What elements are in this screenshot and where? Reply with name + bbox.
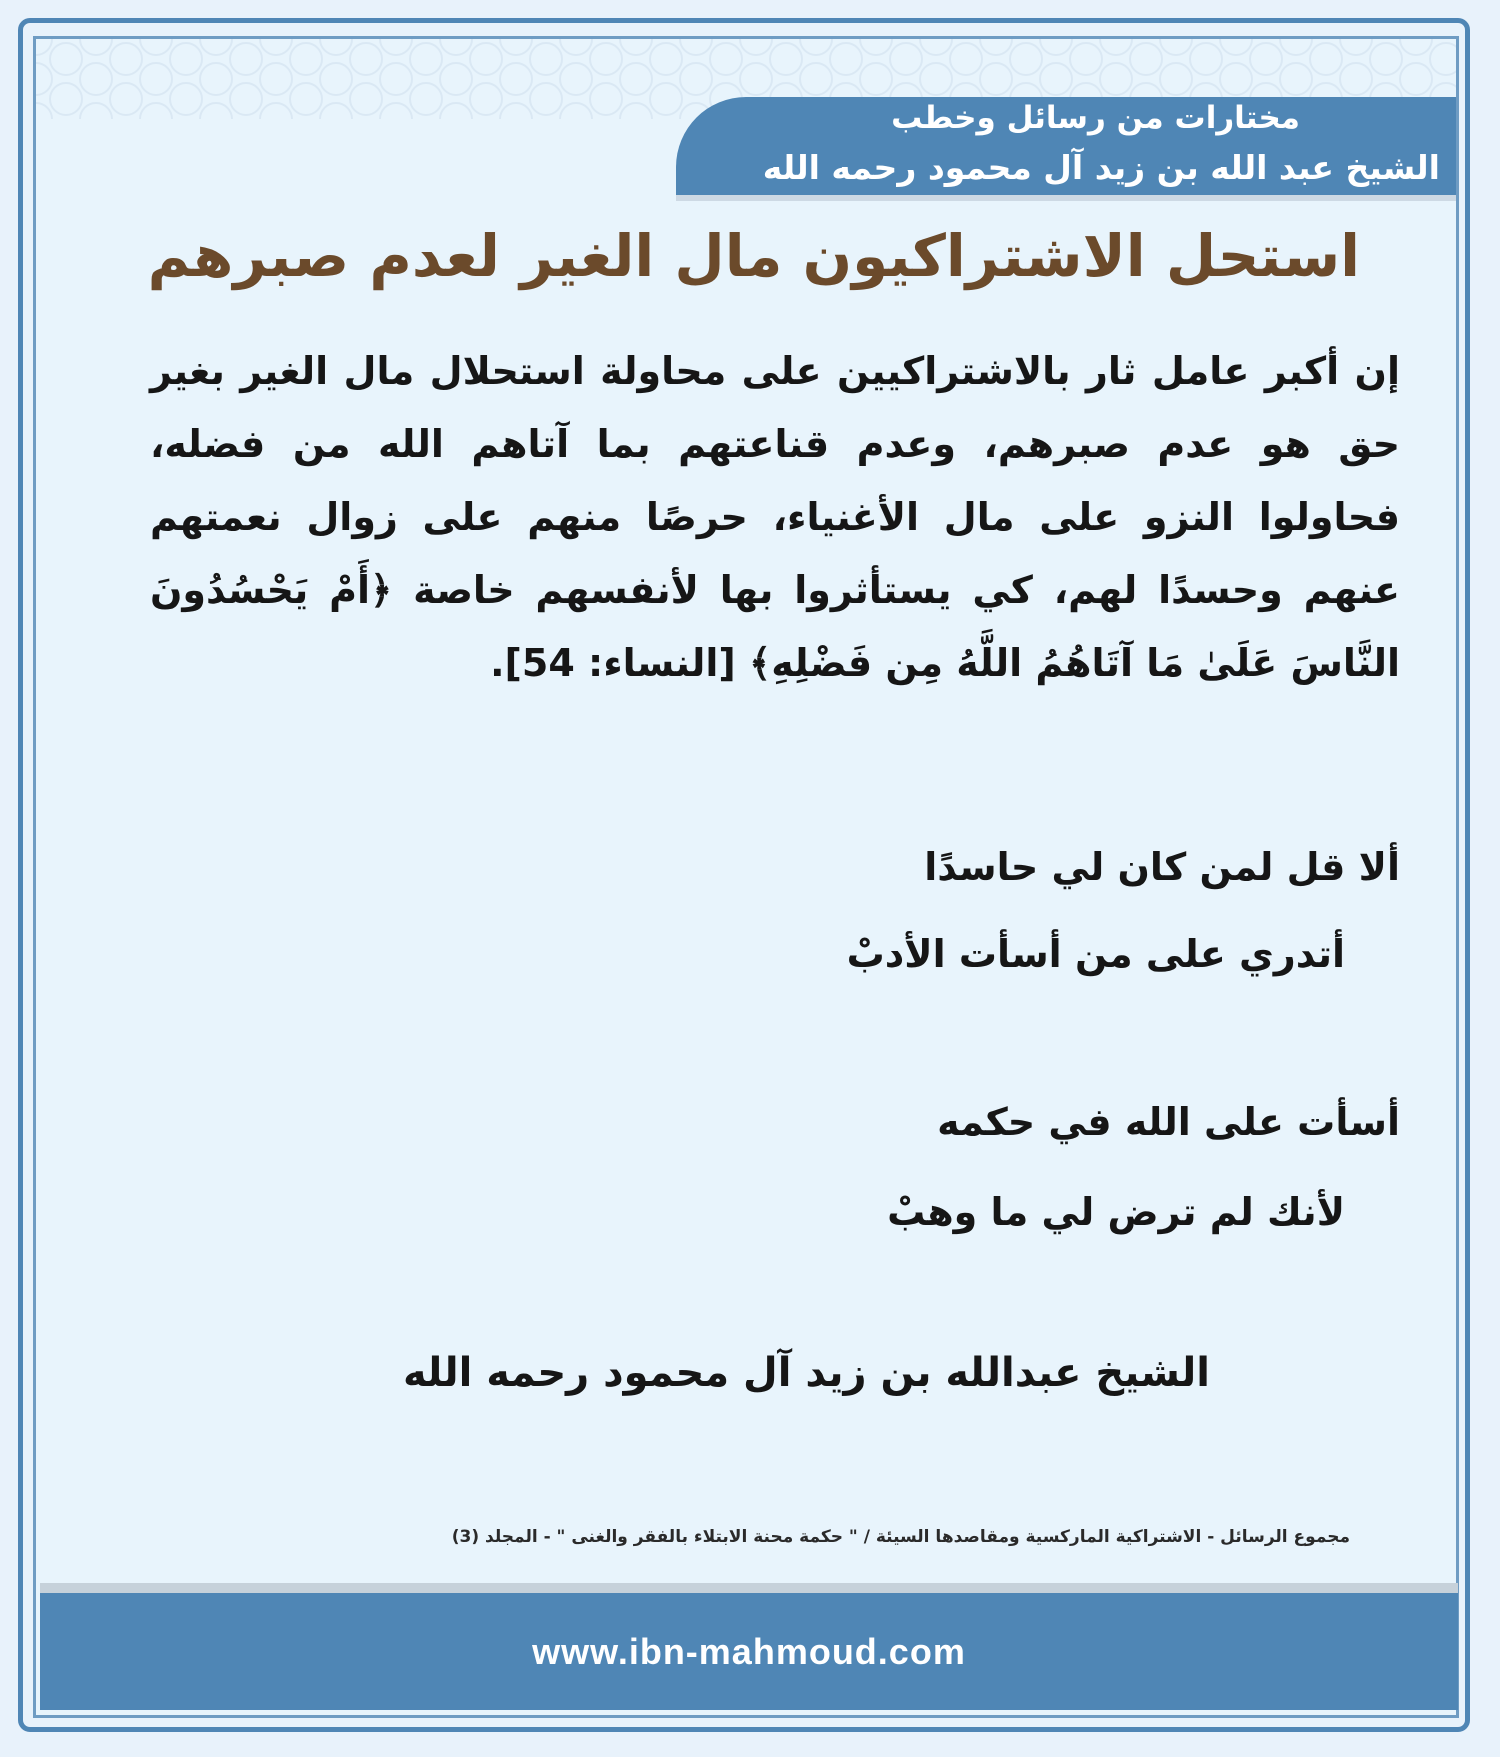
footer-band: [40, 1593, 1458, 1710]
poem-verse-2b: لأنك لم ترض لي ما وهبْ: [887, 1190, 1345, 1234]
poem-verse-1b: أتدري على من أسأت الأدبْ: [846, 932, 1345, 976]
website-link[interactable]: www.ibn-mahmoud.com: [532, 1630, 966, 1672]
footer-divider: [40, 1583, 1458, 1593]
page-title: استحل الاشتراكيون مال الغير لعدم صبرهم: [147, 222, 1360, 290]
source-citation: مجموع الرسائل - الاشتراكية الماركسية ومقاصدها السيئة / " حكمة محنة الابتلاء بالفقر والغنى " - المجلد (3): [451, 1527, 1350, 1547]
header-author: الشيخ عبد الله بن زيد آل محمود رحمه الله: [762, 148, 1440, 187]
poem-verse-2a: أسأت على الله في حكمه: [937, 1100, 1400, 1144]
poem-verse-1a: ألا قل لمن كان لي حاسدًا: [924, 845, 1400, 889]
header-subtitle: مختارات من رسائل وخطب: [891, 100, 1300, 136]
body-paragraph: إن أكبر عامل ثار بالاشتراكيين على محاولة استحلال مال الغير بغير حق هو عدم صبرهم، وعدم قناعتهم بما آتاهم الله من فضله، فحاولوا النزو على مال الأغنياء، حرصًا منهم على زوال نعمتهم عنهم وحسدًا لهم، كي يستأثروا بها لأنفسهم خاصة ﴿أَمْ يَحْسُدُونَ النَّاسَ عَلَىٰ مَا آتَاهُمُ اللَّهُ مِن فَضْلِهِ﴾ [النساء: 54].: [150, 349, 1400, 685]
signature: الشيخ عبدالله بن زيد آل محمود رحمه الله: [403, 1350, 1210, 1396]
